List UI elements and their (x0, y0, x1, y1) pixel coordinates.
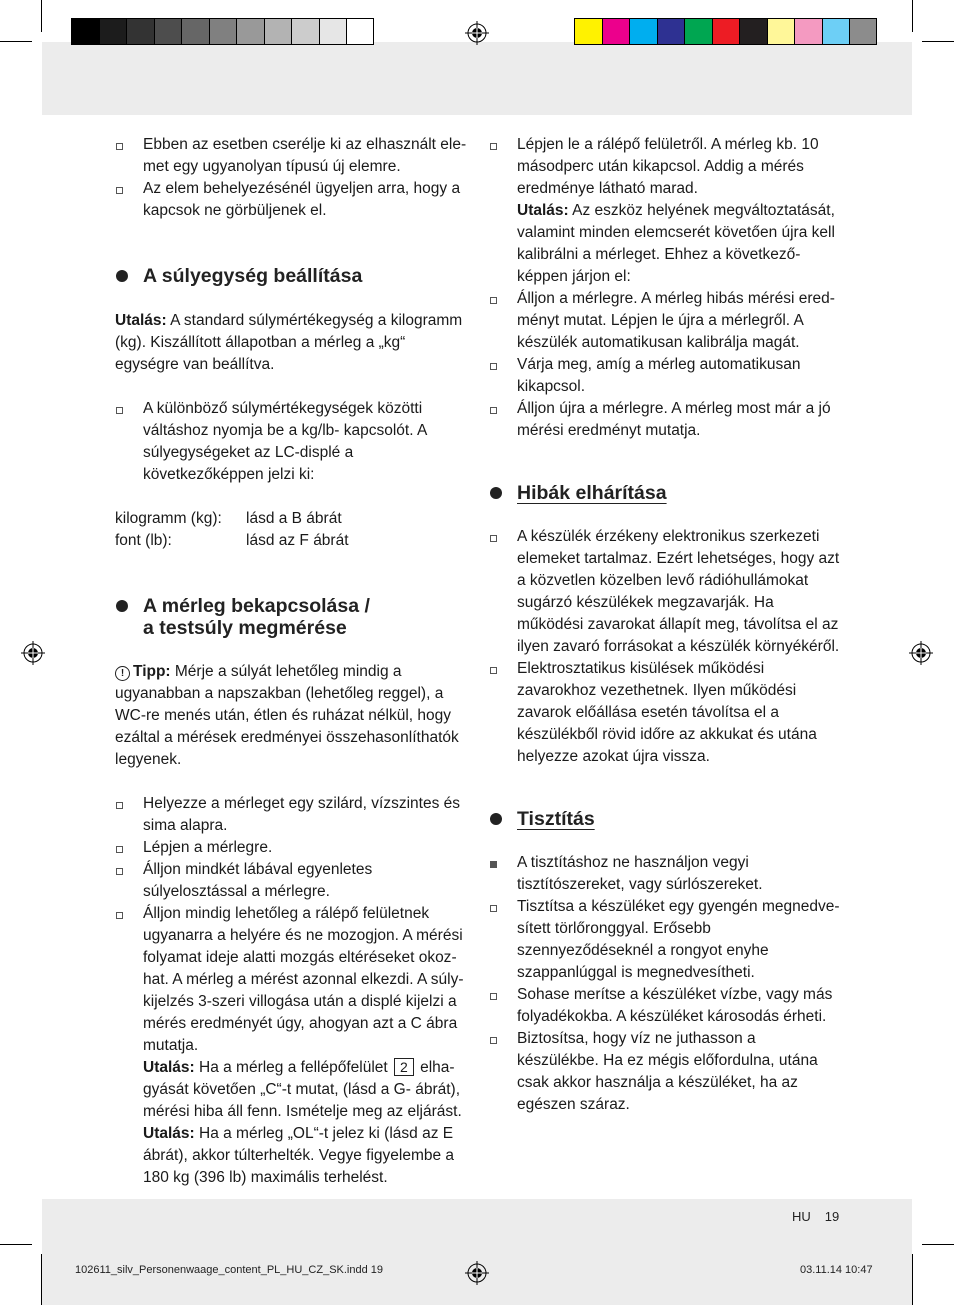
section-heading (115, 595, 467, 639)
list-item (489, 984, 841, 1028)
list-item (489, 852, 841, 896)
color-swatch (657, 18, 685, 45)
color-swatch (629, 18, 657, 45)
registration-mark-icon (465, 1261, 489, 1285)
list-item-text: Ebben az esetben cserélje ki az elhasznált elemet egy ugyanolyan típusú új elemre. (143, 136, 467, 175)
unit-value: lásd az F ábrát (246, 532, 349, 549)
unit-value: lásd a B ábrát (246, 510, 342, 527)
crop-mark (0, 1244, 32, 1245)
note-paragraph (517, 200, 841, 288)
circle-bullet-icon (490, 487, 502, 499)
list-item-text: A különböző súlymértékegységek közötti váltáshoz nyomja be a kg/lb- kapcsolót. A súlyegységeket az LC-displé a következőképpen jelzi ki: (143, 400, 427, 483)
list-item-text: Elektrosztatikus kisülések működési zavarokhoz vezethetnek. Ilyen működési zavarok előállása esetén távolítsa el a készülékből rövid időre az akkukat és utána helyezze azokat újra vissza. (517, 660, 817, 765)
page-number-value: 19 (824, 1209, 840, 1224)
color-swatch (712, 18, 740, 45)
section-title: A mérleg bekapcsolása / (143, 595, 370, 617)
list-item-text: Álljon újra a mérlegre. A mérleg most már a jó mérési eredményt mutatja. (517, 400, 831, 439)
circle-bullet-icon (116, 270, 128, 282)
note-paragraph (143, 1057, 467, 1123)
note-text: elhagyását követően „C“-t mutat, (lásd a G- ábrát), mérési hiba áll fenn. Ismételje meg az eljárást. (143, 1059, 462, 1120)
left-column (115, 134, 467, 1189)
color-swatch (71, 18, 99, 45)
list-item (489, 526, 841, 658)
list-item-text: Álljon mindig lehetőleg a rálépő felületnek ugyanarra a helyére és ne mozogjon. A mérési folyamat ideje alatti mozgás eltéréseket okozhat. A mérleg a mérést azonnal elkezdi. A súly-kijelzés 3-szeri villogása után a displé kijelzi a mérés eredményét úgy, ahogyan azt a C ábra mutatja. (143, 905, 464, 1054)
section-heading (489, 482, 841, 504)
registration-mark-icon (465, 21, 489, 45)
note-label: Utalás: (115, 312, 167, 329)
color-swatch (209, 18, 237, 45)
list-item (489, 354, 841, 398)
color-swatch (602, 18, 630, 45)
color-swatch (99, 18, 127, 45)
tip-paragraph (115, 661, 467, 771)
note-label: Utalás: (143, 1125, 195, 1142)
circle-bullet-icon (116, 600, 128, 612)
list-item-text: Várja meg, amíg a mérleg automatikusan kikapcsol. (517, 356, 801, 395)
square-bullet-icon (116, 407, 123, 414)
list-item (489, 134, 841, 288)
note-text: Az eszköz helyének megváltoztatását, valamint minden elemcserét követően újra kell kalibrálni a mérleget. Ehhez a következőképpen járjon el: (517, 202, 835, 285)
square-bullet-icon (490, 993, 497, 1000)
list-item (489, 1028, 841, 1116)
grayscale-bar (71, 18, 374, 47)
unit-table-row (115, 530, 467, 552)
color-swatch (236, 18, 264, 45)
right-column (489, 134, 841, 1116)
crop-mark (41, 1254, 42, 1305)
note-paragraph (115, 310, 467, 376)
square-bullet-icon (116, 846, 123, 853)
list-item-text: Sohase merítse a készüléket vízbe, vagy más folyadékokba. A készüléket károsodás érheti. (517, 986, 833, 1025)
color-swatch (574, 18, 602, 45)
section-title: Hibák elhárítása (517, 482, 667, 504)
color-swatch (794, 18, 822, 45)
language-code: HU (792, 1209, 811, 1224)
tip-label: Tipp: (133, 663, 171, 680)
color-swatch (346, 18, 374, 45)
square-bullet-icon (116, 912, 123, 919)
square-bullet-icon (116, 143, 123, 150)
color-swatch (126, 18, 154, 45)
color-swatch (739, 18, 767, 45)
crop-mark (922, 41, 954, 42)
note-text: Ha a mérleg „OL“-t jelez ki (lásd az E ábrát), akkor túlterhelték. Vegye figyelembe a 180 kg (396 lb) maximális terhelést. (143, 1125, 455, 1186)
color-swatch (767, 18, 795, 45)
note-text: Ha a mérleg a fellépőfelület (194, 1059, 392, 1076)
square-bullet-icon (116, 802, 123, 809)
warning-square-icon (490, 861, 497, 868)
list-item (489, 896, 841, 984)
list-item (115, 837, 467, 859)
circle-bullet-icon (490, 813, 502, 825)
list-item-text: Lépjen le a rálépő felületről. A mérleg kb. 10 másodperc után kikapcsol. Addig a mérés eredménye látható marad. (517, 136, 819, 197)
square-bullet-icon (490, 535, 497, 542)
color-swatch (291, 18, 319, 45)
note-label: Utalás: (517, 202, 569, 219)
section-title: A súlyegység beállítása (143, 265, 363, 287)
registration-mark-icon (21, 641, 45, 665)
list-item (115, 903, 467, 1189)
list-item (115, 793, 467, 837)
list-item (115, 178, 467, 222)
note-paragraph (143, 1123, 467, 1189)
crop-mark (41, 0, 42, 32)
footer-band (42, 1199, 912, 1305)
list-item-text: Helyezze a mérleget egy szilárd, vízszintes és sima alapra. (143, 795, 461, 834)
square-bullet-icon (490, 1037, 497, 1044)
list-item-text: Az elem behelyezésénél ügyeljen arra, hogy a kapcsok ne görbüljenek el. (143, 180, 461, 219)
unit-key: kilogramm (kg): (115, 510, 222, 527)
crop-mark (912, 0, 913, 32)
unit-table-row (115, 508, 467, 530)
list-item-text: Álljon a mérlegre. A mérleg hibás mérési eredményt mutat. Lépjen le újra a mérlegről. A készülék automatikusan kalibrálja magát. (517, 290, 835, 351)
square-bullet-icon (116, 187, 123, 194)
list-item (489, 288, 841, 354)
list-item (115, 859, 467, 903)
exclamation-icon: ! (115, 666, 130, 681)
list-item-text: Tisztítsa a készüléket egy gyengén megnedvesített törlőronggyal. Erősebb szennyeződéseknél a rongyot enyhe szappanlúggal is megnedvesítheti. (517, 898, 840, 981)
list-item-text: Biztosítsa, hogy víz ne juthasson a készülékbe. Ha ez mégis előfordulna, utána csak akkor használja a készüléket, ha az egészen száraz. (517, 1030, 818, 1113)
registration-mark-icon (909, 641, 933, 665)
section-heading (115, 265, 467, 287)
color-swatch (319, 18, 347, 45)
color-swatch (181, 18, 209, 45)
slug-date: 03.11.14 10:47 (800, 1264, 873, 1276)
square-bullet-icon (490, 143, 497, 150)
square-bullet-icon (116, 868, 123, 875)
list-item (489, 398, 841, 442)
list-item-text: A tisztításhoz ne használjon vegyi tisztítószereket, vagy súrlószereket. (517, 854, 763, 893)
list-item (115, 398, 467, 486)
list-item-text: A készülék érzékeny elektronikus szerkezeti elemeket tartalmaz. Ezért lehetséges, hogy azt a közvetlen közelben levő rádióhullámokat sugárzó készülékek megzavarják. Ha működési zavarokat állapít meg, távolítsa el az ilyen zavaró forrásokat a készülék környékéről. (517, 528, 840, 655)
slug-filename: 102611_silv_Personenwaage_content_PL_HU_CZ_SK.indd 19 (75, 1264, 384, 1276)
list-item-text: Álljon mindkét lábával egyenletes súlyelosztással a mérlegre. (143, 861, 373, 900)
note-label: Utalás: (143, 1059, 195, 1076)
square-bullet-icon (490, 407, 497, 414)
color-swatch (264, 18, 292, 45)
crop-mark (922, 1244, 954, 1245)
list-item-text: Lépjen a mérlegre. (143, 839, 273, 856)
part-number-box: 2 (394, 1058, 414, 1076)
note-text: A standard súlymértékegység a kilogramm (kg). Kiszállított állapotban a mérleg a „kg“ egységre van beállítva. (115, 312, 463, 373)
square-bullet-icon (490, 297, 497, 304)
square-bullet-icon (490, 667, 497, 674)
list-item (115, 134, 467, 178)
crop-mark (912, 1254, 913, 1305)
tip-text: Mérje a súlyát lehetőleg mindig a ugyanabban a napszakban (lehetőleg reggel), a WC-re menés után, étlen és ruházat nélkül, hogy ezáltal a mérések eredményei összehasonlíthatók legyenek. (115, 663, 459, 768)
header-band (42, 42, 912, 115)
process-color-bar (574, 18, 877, 47)
square-bullet-icon (490, 363, 497, 370)
unit-key: font (lb): (115, 532, 172, 549)
page-number (792, 1209, 839, 1224)
color-swatch (154, 18, 182, 45)
section-heading (489, 808, 841, 830)
color-swatch (822, 18, 850, 45)
square-bullet-icon (490, 905, 497, 912)
list-item (489, 658, 841, 768)
section-title: a testsúly megmérése (143, 617, 347, 639)
section-title: Tisztítás (517, 808, 595, 830)
color-swatch (849, 18, 877, 45)
crop-mark (0, 41, 32, 42)
color-swatch (684, 18, 712, 45)
